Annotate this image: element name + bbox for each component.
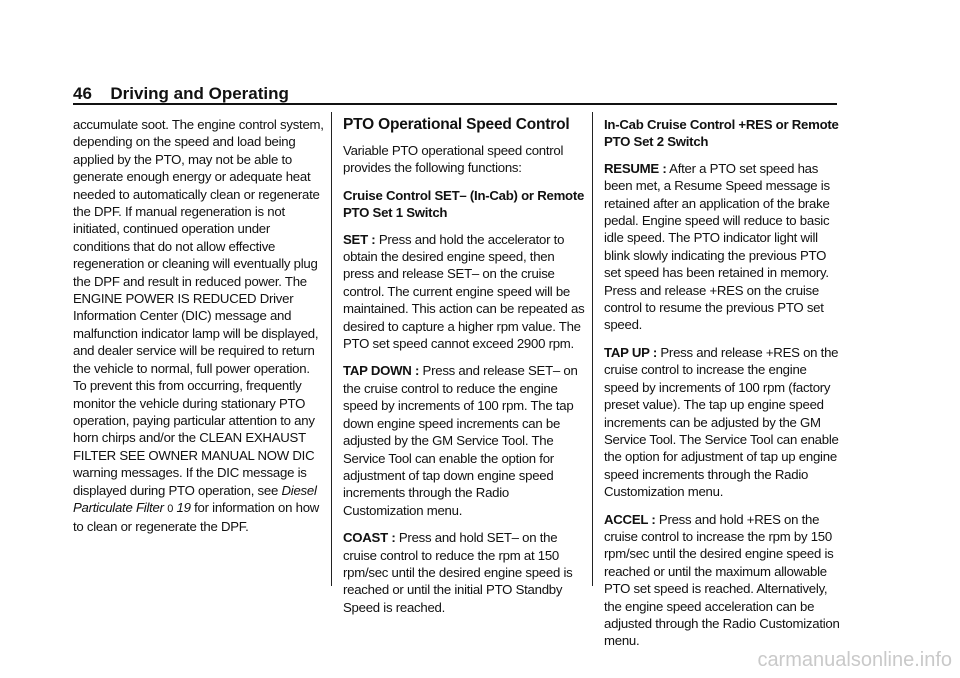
page-ref-arrow-icon: 0 [167, 502, 174, 515]
term-coast: COAST : [343, 530, 396, 546]
column-3 [604, 116, 842, 660]
column-1 [73, 116, 325, 546]
subheading-res-switch: In-Cab Cruise Control +RES or Remote PTO Set 2 Switch [604, 117, 839, 150]
subheading-set-switch: Cruise Control SET– (In-Cab) or Remote PTO Set 1 Switch [343, 187, 585, 221]
page-number: 46 [73, 84, 92, 103]
paragraph-tap-down [343, 362, 585, 519]
header-divider [73, 103, 837, 105]
watermark: carmanualsonline.info [757, 649, 952, 671]
paragraph-resume [604, 160, 842, 334]
paragraph-text: Press and hold SET– on the cruise control to reduce the rpm at 150 rpm/sec until the desired engine speed is reached or until the initial PTO Standby Speed is reached. [343, 530, 573, 615]
paragraph-text: accumulate soot. The engine control system, depending on the speed and load being applied by the PTO, may not be able to generate enough energy or adequate heat needed to automatically clean or regenerate the DPF. If manual regeneration is not initiated, continued operation under conditions that do not allow effective regeneration or cleaning will eventually plug the DPF and result in reduced power. The ENGINE POWER IS REDUCED Driver Information Center (DIC) message and malfunction indicator lamp will be displayed, and dealer service will be required to return the vehicle to normal, full power operation. To prevent this from occurring, frequently monitor the vehicle during stationary PTO operation, paying particular attention to any horn chirps and/or the CLEAN EXHAUST FILTER SEE OWNER MANUAL NOW DIC warning messages. If the DIC message is displayed during PTO operation, see [73, 117, 324, 498]
xref-page-number[interactable]: 19 [176, 499, 191, 515]
paragraph-text: Press and release +RES on the cruise control to increase the engine speed by increments of 100 rpm (factory preset value). The tap up engine speed increments can be adjusted by the GM Service Tool. The Service Tool can enable the option for adjustment of tap up engine speed increments through the Radio Customization menu. [604, 344, 839, 500]
paragraph-text: Press and hold +RES on the cruise control to increase the rpm by 150 rpm/sec until the desired engine speed is reached or until the maximum allowable PTO set speed is reached. Alternatively, the engine speed acceleration can be adjusted through the Radio Customization menu. [604, 511, 840, 649]
term-tap-down: TAP DOWN : [343, 363, 420, 379]
column-2 [343, 116, 585, 626]
intro-paragraph: Variable PTO operational speed control provides the following functions: [343, 143, 564, 176]
term-set: SET : [343, 231, 376, 247]
section-title: Driving and Operating [110, 84, 289, 103]
column-divider-2 [592, 112, 593, 586]
paragraph-text: Press and hold the accelerator to obtain the desired engine speed, then press and release SET– on the cruise control. The current engine speed will be maintained. This action can be repeated as desired to capture a higher rpm value. The PTO set speed cannot exceed 2900 rpm. [343, 231, 585, 352]
paragraph-coast [343, 529, 585, 616]
term-tap-up: TAP UP : [604, 344, 657, 360]
paragraph-set [343, 231, 585, 353]
paragraph-text-tail: for information on how to clean or regenerate the DPF. [73, 499, 320, 535]
term-resume: RESUME : [604, 160, 667, 176]
term-accel: ACCEL : [604, 511, 656, 527]
paragraph-dpf-soot [73, 116, 325, 536]
paragraph-tap-up [604, 344, 842, 501]
paragraph-text: Press and release SET– on the cruise control to reduce the engine speed by increments of 100 rpm. The tap down engine speed increments can be adjusted by the GM Service Tool. The Service Tool can enable the option for adjustment of tap down engine speed increments through the Radio Customization menu. [343, 363, 578, 518]
paragraph-accel [604, 511, 842, 650]
xref-diesel-particulate-filter[interactable]: Diesel Particulate Filter [73, 482, 317, 515]
page-header [73, 84, 837, 104]
paragraph-text: After a PTO set speed has been met, a Resume Speed message is retained after an application of the brake pedal. Engine speed will reduce to basic idle speed. The PTO indicator light will blink slowly indicating the previous PTO set speed has been retained in memory. Press and release +RES on the cruise control to resume the previous PTO set speed. [604, 160, 830, 333]
section-heading: PTO Operational Speed Control [343, 116, 570, 133]
column-divider-1 [331, 112, 332, 586]
